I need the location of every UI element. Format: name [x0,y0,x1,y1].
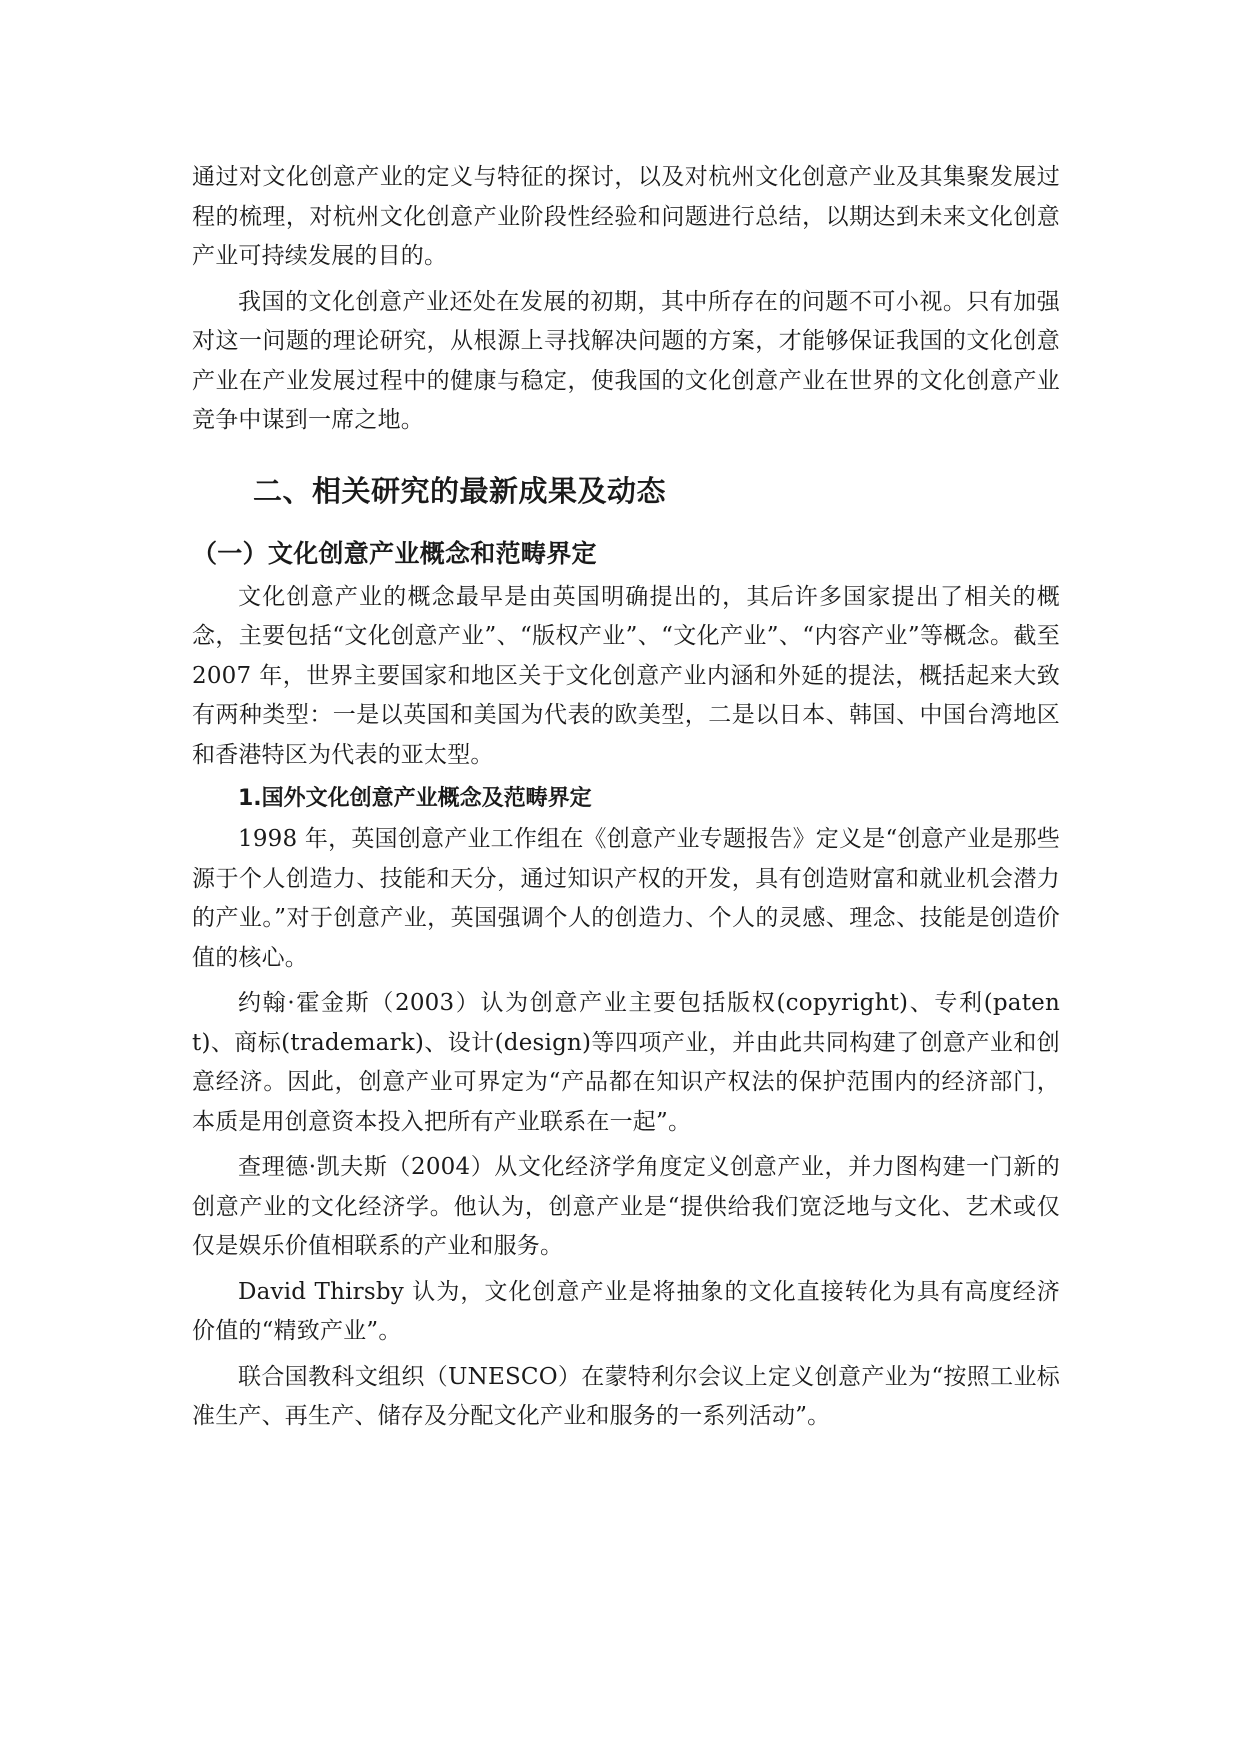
subsection-paragraph: 文化创意产业的概念最早是由英国明确提出的，其后许多国家提出了相关的概念，主要包括“文化创意产业”、“版权产业”、“文化产业”、“内容产业”等概念。截至 2007 年，世界主要国家和地区关于文化创意产业内涵和外延的提法，概括起来大致有两种类型：一是以英国和美国为代表的欧美型，二是以日本、韩国、中国台湾地区和香港特区为代表的亚太型。 [192,583,1060,768]
intro-paragraph-1: 通过对文化创意产业的定义与特征的探讨，以及对杭州文化创意产业及其集聚发展过程的梳理，对杭州文化创意产业阶段性经验和问题进行总结，以期达到未来文化创意产业可持续发展的目的。 [192,164,1060,269]
intro-paragraph-2: 我国的文化创意产业还处在发展的初期，其中所存在的问题不可小视。只有加强对这一问题的理论研究，从根源上寻找解决问题的方案，才能够保证我国的文化创意产业在产业发展过程中的健康与稳定，使我国的文化创意产业在世界的文化创意产业竞争中谋到一席之地。 [192,288,1060,433]
body-paragraph-2: 约翰·霍金斯（2003）认为创意产业主要包括版权(copyright)、专利(patent)、商标(trademark)、设计(design)等四项产业，并由此共同构建了创意产业和创意经济。因此，创意产业可界定为“产品都在知识产权法的保护范围内的经济部门，本质是用创意资本投入把所有产业联系在一起”。 [192,990,1060,1135]
subsection-heading: （一）文化创意产业概念和范畴界定 [192,538,597,568]
body-paragraph-1: 1998 年，英国创意产业工作组在《创意产业专题报告》定义是“创意产业是那些源于个人创造力、技能和天分，通过知识产权的开发，具有创造财富和就业机会潜力的产业。”对于创意产业，英国强调个人的创造力、个人的灵感、理念、技能是创造价值的核心。 [192,826,1060,971]
body-paragraph-4: David Thirsby 认为，文化创意产业是将抽象的文化直接转化为具有高度经济价值的“精致产业”。 [192,1278,1060,1344]
sub-subsection-heading: 1.国外文化创意产业概念及范畴界定 [238,786,592,811]
section-heading: 二、相关研究的最新成果及动态 [253,473,667,508]
body-paragraph-3: 查理德·凯夫斯（2004）从文化经济学角度定义创意产业，并力图构建一门新的创意产业的文化经济学。他认为，创意产业是“提供给我们宽泛地与文化、艺术或仅仅是娱乐价值相联系的产业和服务。 [192,1154,1060,1259]
document-page [192,158,1060,1443]
body-paragraph-5: 联合国教科文组织（UNESCO）在蒙特利尔会议上定义创意产业为“按照工业标准生产、再生产、储存及分配文化产业和服务的一系列活动”。 [192,1363,1060,1429]
